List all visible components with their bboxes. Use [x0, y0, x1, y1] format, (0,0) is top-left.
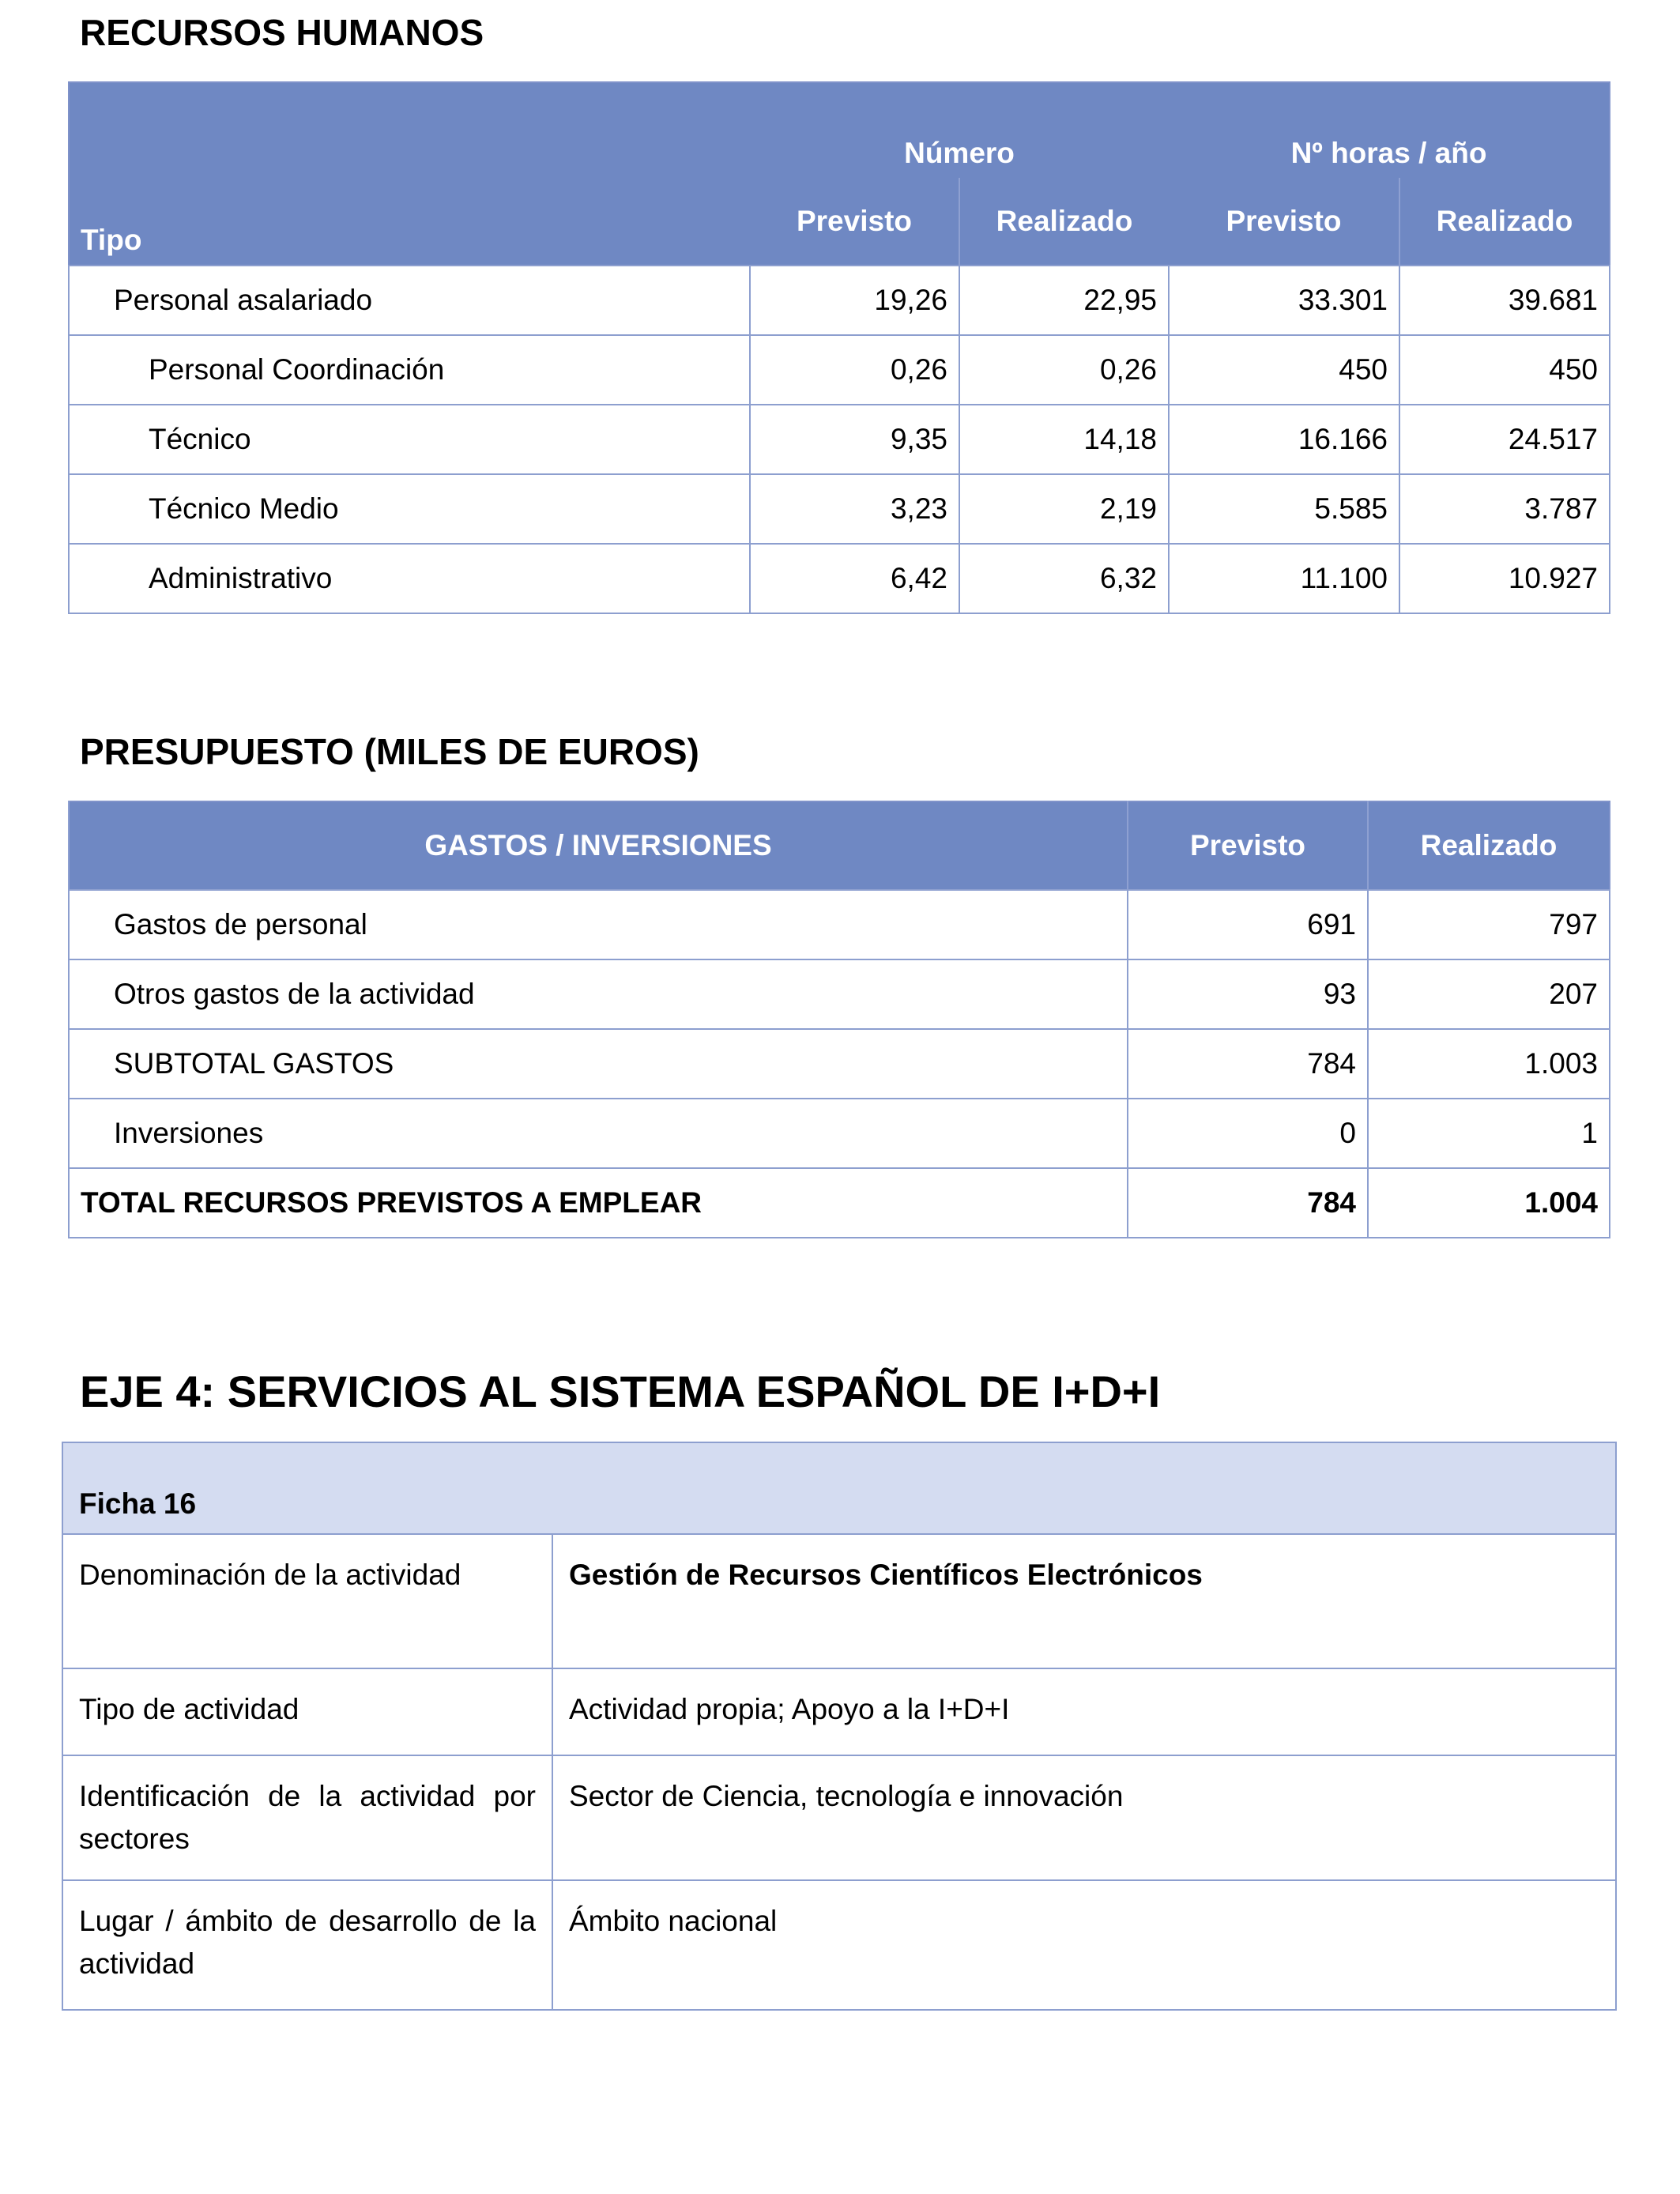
cell-realizado: 1	[1368, 1099, 1610, 1168]
total-row	[69, 1168, 1610, 1238]
cell-previsto: 784	[1128, 1029, 1368, 1099]
header-horas-realizado: Realizado	[1399, 178, 1610, 266]
section-title-presupuesto: PRESUPUESTO (MILES DE EUROS)	[80, 731, 699, 772]
header-realizado: Realizado	[1368, 801, 1610, 890]
row-label: Inversiones	[69, 1099, 1128, 1168]
total-realizado: 1.004	[1368, 1168, 1610, 1238]
cell-horas-previsto: 11.100	[1169, 544, 1399, 613]
row-label: Administrativo	[69, 544, 750, 613]
table-row	[62, 1755, 1616, 1880]
cell-previsto: 0	[1128, 1099, 1368, 1168]
cell-num-realizado: 22,95	[959, 266, 1169, 335]
cell-realizado: 797	[1368, 890, 1610, 959]
cell-num-realizado: 14,18	[959, 405, 1169, 474]
row-label: Lugar / ámbito de desarrollo de la actividad	[62, 1880, 552, 2010]
header-previsto: Previsto	[1128, 801, 1368, 890]
table-row	[69, 1099, 1610, 1168]
cell-num-previsto: 19,26	[750, 266, 959, 335]
recursos-humanos-table	[68, 81, 1610, 614]
row-value: Ámbito nacional	[552, 1880, 1616, 2010]
table-row	[69, 544, 1610, 613]
row-value: Actividad propia; Apoyo a la I+D+I	[552, 1668, 1616, 1755]
cell-num-previsto: 0,26	[750, 335, 959, 405]
cell-num-realizado: 6,32	[959, 544, 1169, 613]
cell-realizado: 207	[1368, 959, 1610, 1029]
activity-name: Gestión de Recursos Científicos Electrónicos	[552, 1534, 1616, 1668]
header-horas: Nº horas / año	[1169, 82, 1610, 178]
table-row	[69, 959, 1610, 1029]
cell-horas-realizado: 450	[1399, 335, 1610, 405]
header-tipo: Tipo	[69, 82, 750, 266]
row-label: SUBTOTAL GASTOS	[69, 1029, 1128, 1099]
ficha-table	[62, 1442, 1617, 2011]
header-numero-realizado: Realizado	[959, 178, 1169, 266]
cell-num-realizado: 2,19	[959, 474, 1169, 544]
cell-horas-previsto: 450	[1169, 335, 1399, 405]
row-label: Otros gastos de la actividad	[69, 959, 1128, 1029]
section-title-recursos-humanos: RECURSOS HUMANOS	[80, 12, 484, 53]
cell-horas-realizado: 10.927	[1399, 544, 1610, 613]
cell-horas-realizado: 39.681	[1399, 266, 1610, 335]
row-label: Denominación de la actividad	[62, 1534, 552, 1668]
row-label: Técnico Medio	[69, 474, 750, 544]
cell-horas-previsto: 33.301	[1169, 266, 1399, 335]
presupuesto-table	[68, 801, 1610, 1238]
cell-horas-previsto: 16.166	[1169, 405, 1399, 474]
table-row	[62, 1880, 1616, 2010]
row-label: Tipo de actividad	[62, 1668, 552, 1755]
total-previsto: 784	[1128, 1168, 1368, 1238]
header-numero: Número	[750, 82, 1169, 178]
header-horas-previsto: Previsto	[1169, 178, 1399, 266]
cell-num-previsto: 6,42	[750, 544, 959, 613]
ficha-number: Ficha 16	[62, 1442, 1616, 1534]
header-gastos-inversiones: GASTOS / INVERSIONES	[69, 801, 1128, 890]
cell-previsto: 93	[1128, 959, 1368, 1029]
cell-previsto: 691	[1128, 890, 1368, 959]
cell-num-realizado: 0,26	[959, 335, 1169, 405]
cell-horas-previsto: 5.585	[1169, 474, 1399, 544]
table-row	[69, 266, 1610, 335]
row-label: Personal Coordinación	[69, 335, 750, 405]
table-row	[69, 890, 1610, 959]
row-value: Sector de Ciencia, tecnología e innovación	[552, 1755, 1616, 1880]
cell-num-previsto: 3,23	[750, 474, 959, 544]
table-row	[62, 1534, 1616, 1668]
cell-realizado: 1.003	[1368, 1029, 1610, 1099]
header-numero-previsto: Previsto	[750, 178, 959, 266]
cell-horas-realizado: 24.517	[1399, 405, 1610, 474]
row-label: Personal asalariado	[69, 266, 750, 335]
table-row	[62, 1668, 1616, 1755]
table-row	[69, 405, 1610, 474]
table-row	[69, 474, 1610, 544]
row-label: Gastos de personal	[69, 890, 1128, 959]
row-label: Identificación de la actividad por sectores	[62, 1755, 552, 1880]
cell-num-previsto: 9,35	[750, 405, 959, 474]
total-label: TOTAL RECURSOS PREVISTOS A EMPLEAR	[69, 1168, 1128, 1238]
table-row	[69, 335, 1610, 405]
cell-horas-realizado: 3.787	[1399, 474, 1610, 544]
table-row	[69, 1029, 1610, 1099]
row-label: Técnico	[69, 405, 750, 474]
section-title-eje-4: EJE 4: SERVICIOS AL SISTEMA ESPAÑOL DE I+D+I	[80, 1367, 1161, 1416]
